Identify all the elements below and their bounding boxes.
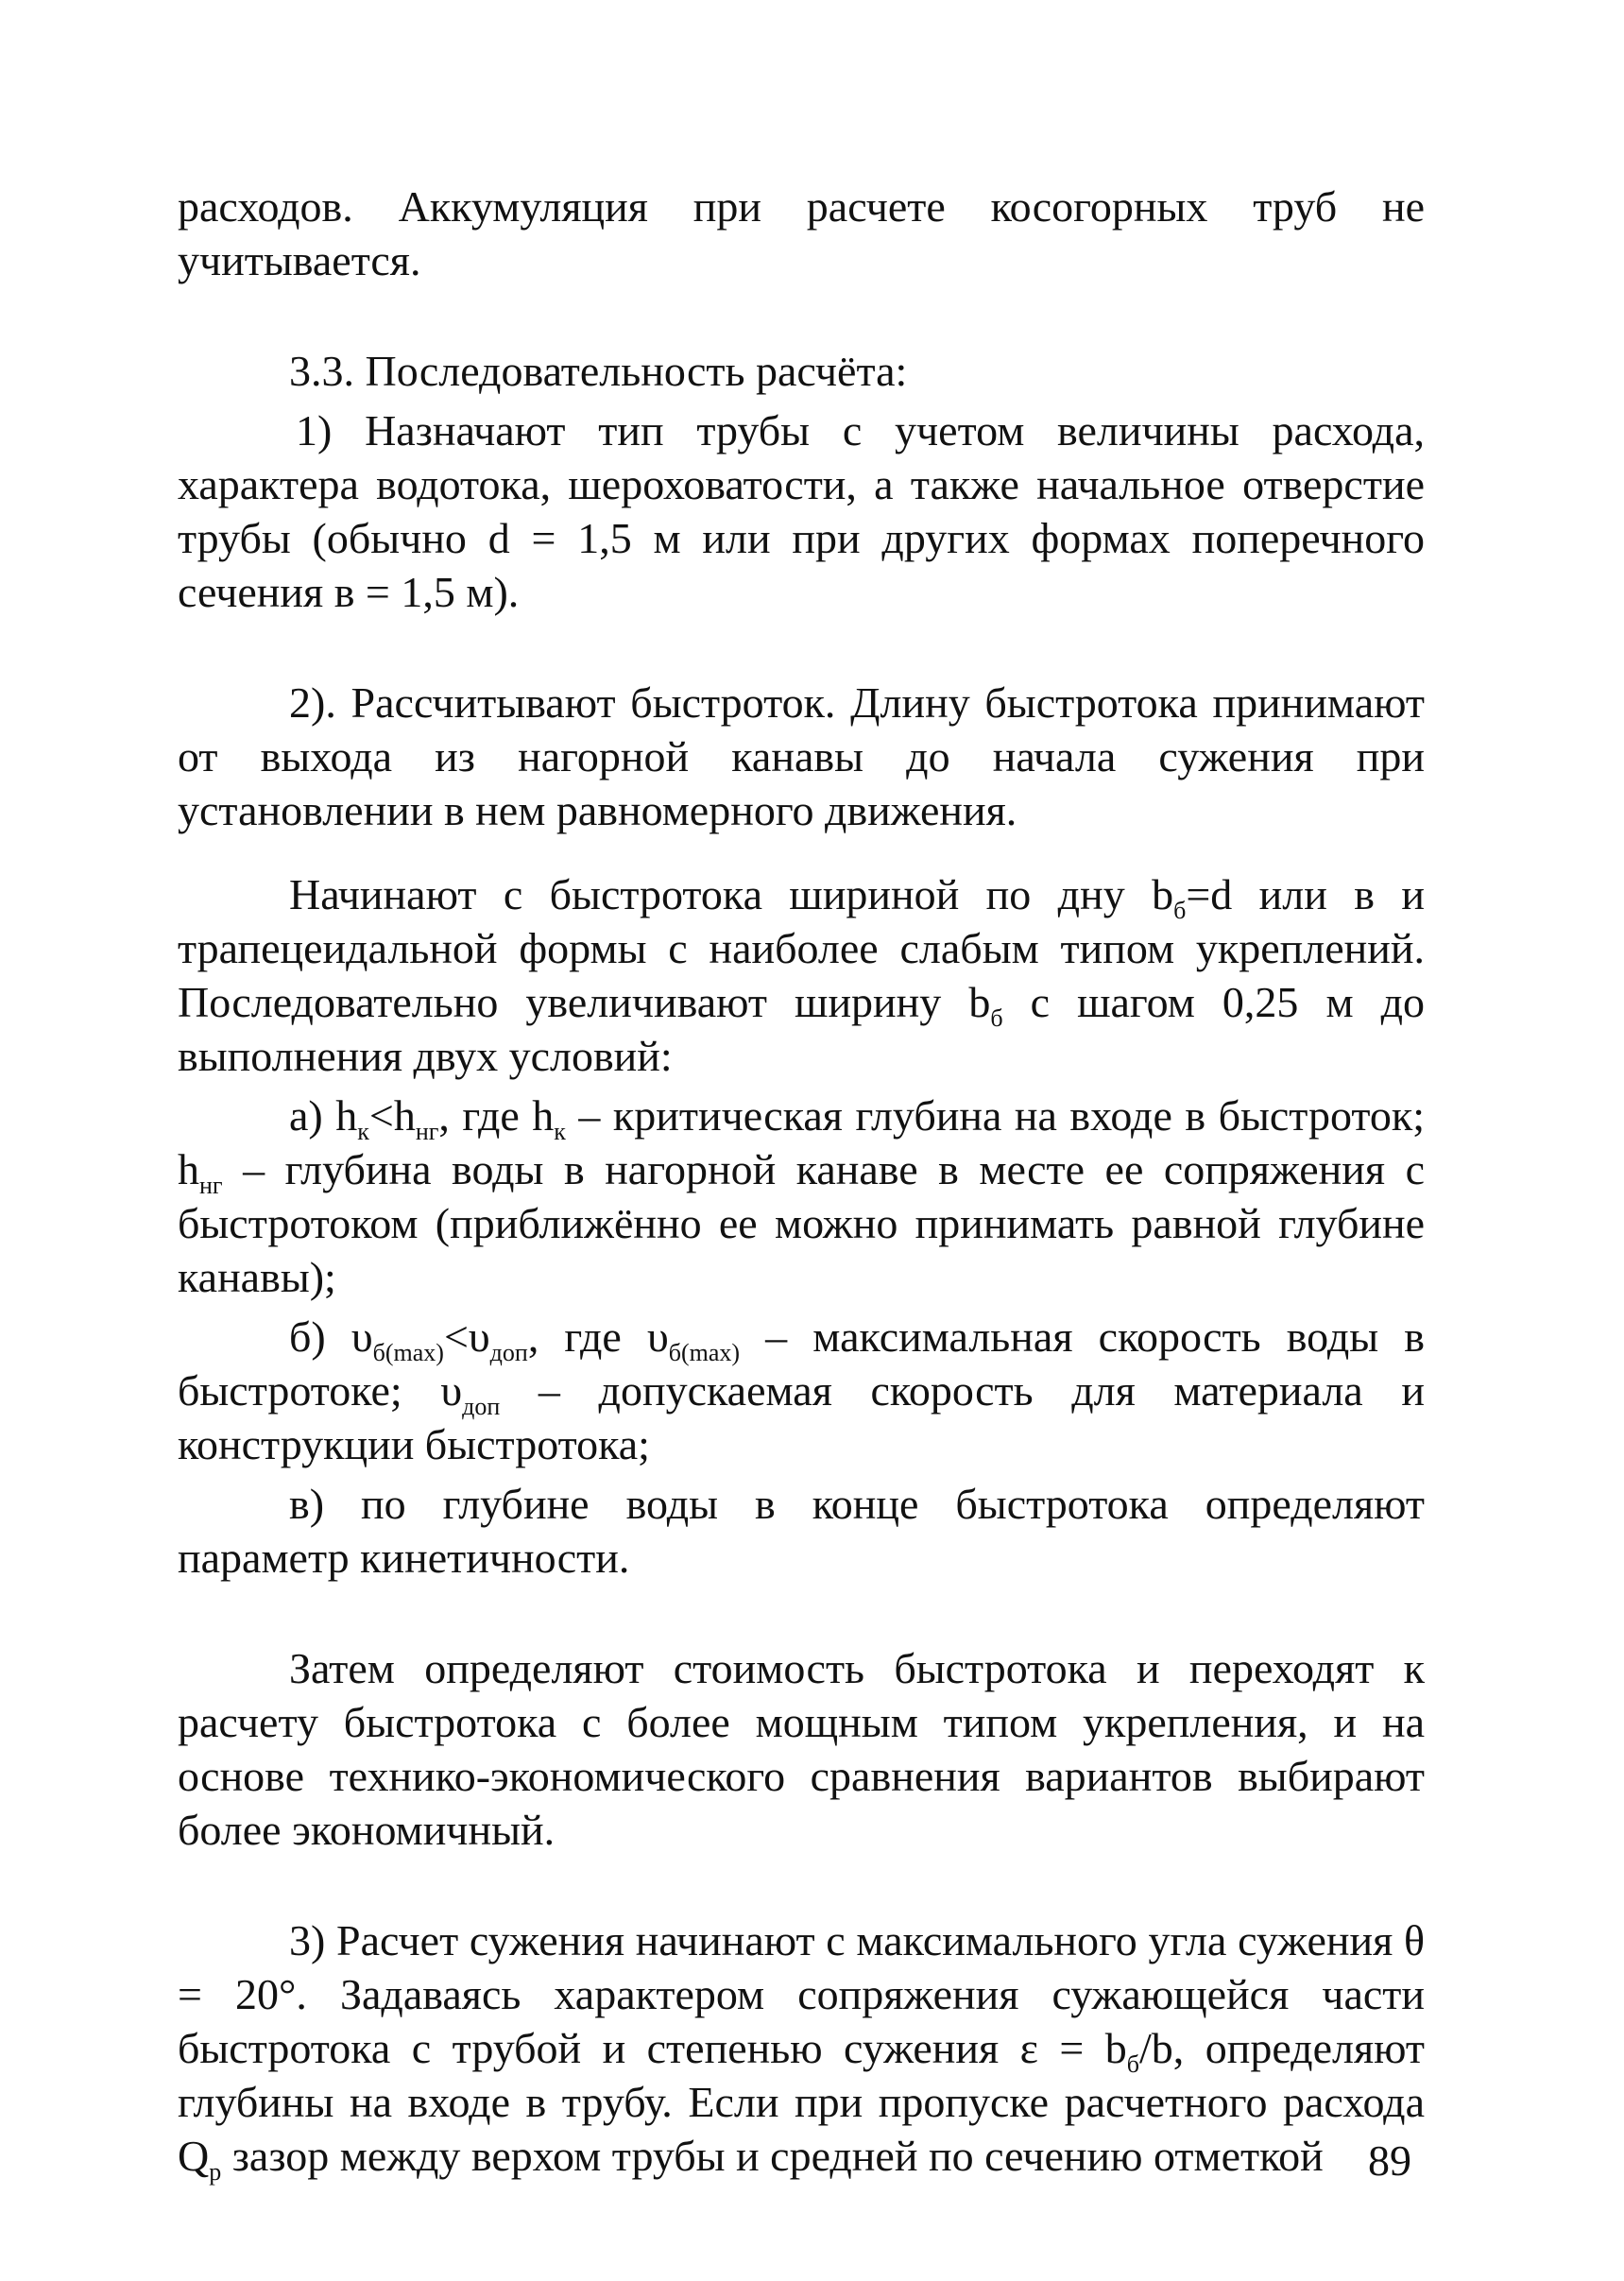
page-body bbox=[178, 180, 1426, 2186]
text-run: б) υ bbox=[289, 1312, 373, 1361]
text-run: /b, определяют глубины на входе в трубу. Если при пропуске расчетного расхода Q bbox=[178, 2024, 1425, 2180]
subscript: к bbox=[357, 1118, 369, 1145]
text-run: с шагом 0,25 м до выполнения двух условий: bbox=[178, 978, 1425, 1080]
subscript: б(max) bbox=[668, 1339, 741, 1366]
subscript: к bbox=[554, 1118, 566, 1145]
text-run: <υ bbox=[443, 1312, 490, 1361]
subscript: б(max) bbox=[372, 1339, 444, 1366]
paragraph-condition-a bbox=[178, 1089, 1425, 1304]
text-run: – максимальная скорость воды в быстротоке; υ bbox=[178, 1312, 1426, 1415]
text-run: , где h bbox=[438, 1091, 555, 1140]
subscript: доп bbox=[462, 1393, 501, 1420]
page-number: 89 bbox=[1368, 2136, 1411, 2185]
subscript: нг bbox=[199, 1172, 223, 1199]
subscript: доп bbox=[489, 1339, 528, 1366]
text-run: – допускаемая скорость для материала и конструкции быстротока; bbox=[178, 1366, 1425, 1468]
text-run: <h bbox=[368, 1091, 416, 1140]
subscript: б bbox=[1126, 2050, 1140, 2078]
subscript: б bbox=[990, 1004, 1003, 1032]
section-heading-3-3: 3.3. Последовательность расчёта: bbox=[289, 347, 908, 395]
text-run: – глубина воды в нагорной канаве в месте ее сопряжения с быстротоком (приближённо ее можно принимать равной глубине канавы); bbox=[178, 1145, 1425, 1301]
subscript: р bbox=[209, 2158, 222, 2186]
text-run: зазор между верхом трубы и средней по сечению отметкой bbox=[221, 2132, 1324, 2180]
text-run: – критическая глубина на входе в быстроток; h bbox=[178, 1091, 1425, 1193]
text-run: а) h bbox=[289, 1091, 358, 1140]
paragraph-step-3 bbox=[178, 1913, 1425, 2186]
subscript: б bbox=[1173, 897, 1187, 924]
text-run: =d или в и трапецеидальной формы с наиболее слабым типом укреплений. Последовательно увеличивают ширину b bbox=[178, 870, 1425, 1026]
paragraph-accumulation: расходов. Аккумуляция при расчете косогорных труб не учитывается. bbox=[178, 182, 1425, 284]
paragraph-step-2: 2). Рассчитывают быстроток. Длину быстротока принимают от выхода из нагорной канавы до начала сужения при установлении в нем равномерного движения. bbox=[178, 678, 1425, 834]
text-run: Начинают с быстротока шириной по дну b bbox=[289, 870, 1174, 918]
text-run: 3) Расчет сужения начинают с максимального угла сужения θ = 20°. Задаваясь характером сопряжения сужающейся части быстротока с трубой и степенью сужения ε = b bbox=[178, 1916, 1425, 2072]
paragraph-step-1: 1) Назначают тип трубы с учетом величины расхода, характера водотока, шероховатости, а также начальное отверстие трубы (обычно d = 1,5 м или при других формах поперечного сечения в = 1,5 м). bbox=[178, 406, 1425, 616]
text-run: , где υ bbox=[527, 1312, 669, 1361]
paragraph-condition-c: в) по глубине воды в конце быстротока определяют параметр кинетичности. bbox=[178, 1480, 1425, 1582]
subscript: нг bbox=[415, 1118, 439, 1145]
paragraph-width-iteration bbox=[178, 867, 1425, 1083]
paragraph-cost-comparison: Затем определяют стоимость быстротока и переходят к расчету быстротока с более мощным типом укрепления, и на основе технико-экономического сравнения вариантов выбирают более экономичный. bbox=[178, 1644, 1425, 1854]
paragraph-condition-b bbox=[178, 1310, 1425, 1471]
